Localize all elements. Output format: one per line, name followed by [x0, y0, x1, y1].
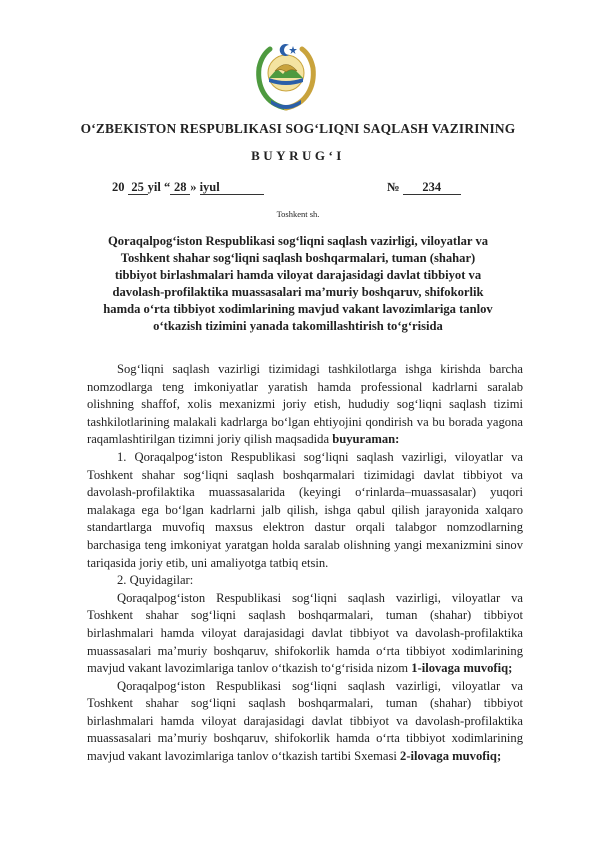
intro-bold: buyuraman: — [332, 432, 400, 447]
date-quote-open: “ — [163, 180, 171, 194]
number-sign: № — [387, 180, 400, 194]
order-title: BUYRUG‘I — [251, 148, 345, 163]
order-date — [112, 180, 264, 195]
state-emblem-icon — [253, 38, 319, 112]
order-number-value: 234 — [403, 180, 461, 195]
date-year: 25 — [128, 180, 148, 195]
paragraph-item-2a: Qoraqalpog‘iston Respublikasi sog‘liqni saqlash vazirligi, viloyatlar va Toshkent shahar sog‘liqni saqlash boshqarmalari, tuman (shahar) tibbiyot birlashmalari hamda viloyat darajasidagi davlat tibbiyot va davolash-profilaktika muassasalari ma’muriy boshqaruv, shifokorlik hamda o‘rta tibbiyot xodimlarining mavjud vakant lavozimlariga tanlov o‘tkazish to‘g‘risida nizom 1-ilovaga muvofiq; — [87, 590, 523, 676]
city-name: Toshkent sh. — [276, 209, 320, 219]
paragraph-item-2b: Qoraqalpog‘iston Respublikasi sog‘liqni saqlash vazirligi, viloyatlar va Toshkent shahar sog‘liqni saqlash boshqarmalari, tuman (shahar) tibbiyot birlashmalari hamda viloyat darajasidagi davlat tibbiyot va davolash-profilaktika muassasalari ma’muriy boshqaruv, shifokorlik hamda o‘rta tibbiyot xodimlarining mavjud vakant lavozimlariga tanlov o‘tkazish tartibi Sxemasi 2-ilovaga muvofiq; — [87, 678, 523, 764]
paragraph-item-2: 2. Quyidagilar: — [117, 573, 194, 588]
date-century: 20 — [112, 180, 125, 194]
order-subject: Qoraqalpog‘iston Respublikasi sog‘liqni saqlash vazirligi, viloyatlar va Toshkent shahar sog‘liqni saqlash boshqarmalari, tuman (shahar) tibbiyot birlashmalari hamda viloyat darajasidagi davlat tibbiyot va davolash-profilaktika muassasalari ma’muriy boshqaruv, shifokorlik hamda o‘rta tibbiyot xodimlarining mavjud vakant lavozimlariga tanlov o‘tkazish tizimini yanada takomillashtirish to‘g‘risida — [103, 234, 493, 333]
item2b-bold: 2-ilovaga muvofiq; — [400, 749, 502, 764]
date-month: iyul — [200, 180, 264, 195]
date-quote-close: » — [190, 180, 197, 194]
order-body — [87, 361, 523, 766]
order-number — [387, 180, 461, 195]
item2a-bold: 1-ilovaga muvofiq; — [411, 661, 513, 676]
date-year-word: yil — [147, 180, 161, 194]
paragraph-item-1: 1. Qoraqalpog‘iston Respublikasi sog‘liqni saqlash vazirligi, viloyatlar va Toshkent shahar sog‘liqni saqlash boshqarmalari tizimidagi davlat tibbiyot va davolash-profilaktika muassasalarida (keyingi o‘rinlarda–muassasalar) yuqori malakaga ega bo‘lgan kadrlarni jalb qilish, ishga qabul qilish jarayonida xalqaro standartlarga muvofiq maxsus elektron dastur orqali talabgor nomzodlarning barchasiga teng imkoniyat yaratgan holda saralab olishning yangi mexanizmini sinov tariqasida joriy etib, uni amaliyotga tatbiq etsin. — [87, 449, 523, 570]
date-day: 28 — [170, 180, 190, 195]
paragraph-intro: Sog‘liqni saqlash vazirligi tizimidagi tashkilotlarga ishga kirishda barcha nomzodlarga teng imkoniyatlar yaratish hamda professional kadrlarni saralab olishning shaffof, xolis mexanizmi joriy etish, hududiy sog‘liqni saqlash tizimi tashkilotlarining malakali kadrlarga bo‘lgan ehtiyojini qondirish va bu borada yagona raqamlashtirilgan tizimni joriy qilish maqsadida buyuraman: — [87, 362, 523, 447]
ministry-heading: O‘ZBEKISTON RESPUBLIKASI SOG‘LIQNI SAQLASH VAZIRINING — [80, 121, 516, 136]
